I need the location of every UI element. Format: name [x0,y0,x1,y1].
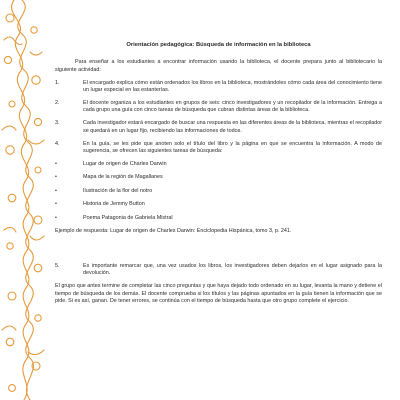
bullet-icon: • [55,160,57,167]
spacer [55,241,382,263]
task-item [55,188,382,195]
document-title: Orientación pedagógica: Búsqueda de información en la biblioteca [126,42,311,48]
intro-paragraph: Para enseñar a los estudiantes a encontrar información usando la biblioteca, el docente prepara junto al bibliotecario la siguiente actividad: [55,59,382,73]
step-text: El docente organiza a los estudiantes en grupos de seis: cinco investigadores y un recopilador de la información. Entrega a cada grupo una guía con cinco tareas de búsqueda que cubran distintas áreas de la biblioteca. [83,100,382,114]
bullet-icon: • [55,174,57,181]
step-number: 5. [55,262,60,269]
step-number: 3. [55,120,60,127]
task-item [55,161,382,168]
step-5 [55,263,382,278]
step-4 [55,141,382,156]
task-item [55,174,382,181]
task-text: Lugar de origen de Charles Darwin [83,160,167,167]
step-2 [55,100,382,115]
bullet-icon: • [55,214,57,221]
closing-paragraph: El grupo que antes termine de completar las cinco preguntas y que haya dejado todo ordenado en su lugar, levanta la mano y detiene el tiempo de búsqueda de los demás. El docente comprueba si los títulos y las páginas apuntados en la guía tienen la información que se pide. Si es así, ganan. De tener errores, se continúa con el tiempo de búsqueda hasta que otro grupo complete el ejercicio. [55,283,382,305]
task-text: Historia de Jemmy Button [83,201,145,208]
step-number: 1. [55,79,60,86]
bullet-icon: • [55,201,57,208]
step-text: El encargado explica cómo están ordenados los libros en la biblioteca, mostrándoles cómo cada área del conocimiento tiene un lugar especial en las estanterías. [83,79,382,94]
step-3 [55,120,382,135]
document-body [55,42,382,311]
step-1 [55,80,382,95]
step-text: Es importante remarcar que, una vez usados los libros, los investigadores deben dejarlos en el lugar asignado para la devolución. [83,262,382,277]
task-text: Poema Patagonia de Gabriela Mistral [83,214,173,221]
step-number: 2. [55,100,60,107]
example-answer: Ejemplo de respuesta: Lugar de origen de Charles Darwin: Enciclopedia Hispánica, tomo 3, p. 241. [55,228,292,234]
task-text: Ilustración de la flor del notro [83,187,153,194]
step-text: En la guía, se les pide que anoten solo el título del libro y la página en que se encuentra la información. A modo de sugerencia, se ofrecen las siguientes tareas de búsqueda: [83,140,382,155]
swirl-border-ornament [0,0,48,400]
step-text: Cada investigador estará encargado de buscar una respuesta en las diferentes áreas de la biblioteca, mientras el recopilador se quedará en un lugar fijo, recibiendo las informaciones de todos. [83,120,382,134]
task-text: Mapa de la región de Magallanes [83,174,163,181]
task-item [55,215,382,222]
bullet-icon: • [55,187,57,194]
step-number: 4. [55,140,60,147]
task-item [55,201,382,208]
